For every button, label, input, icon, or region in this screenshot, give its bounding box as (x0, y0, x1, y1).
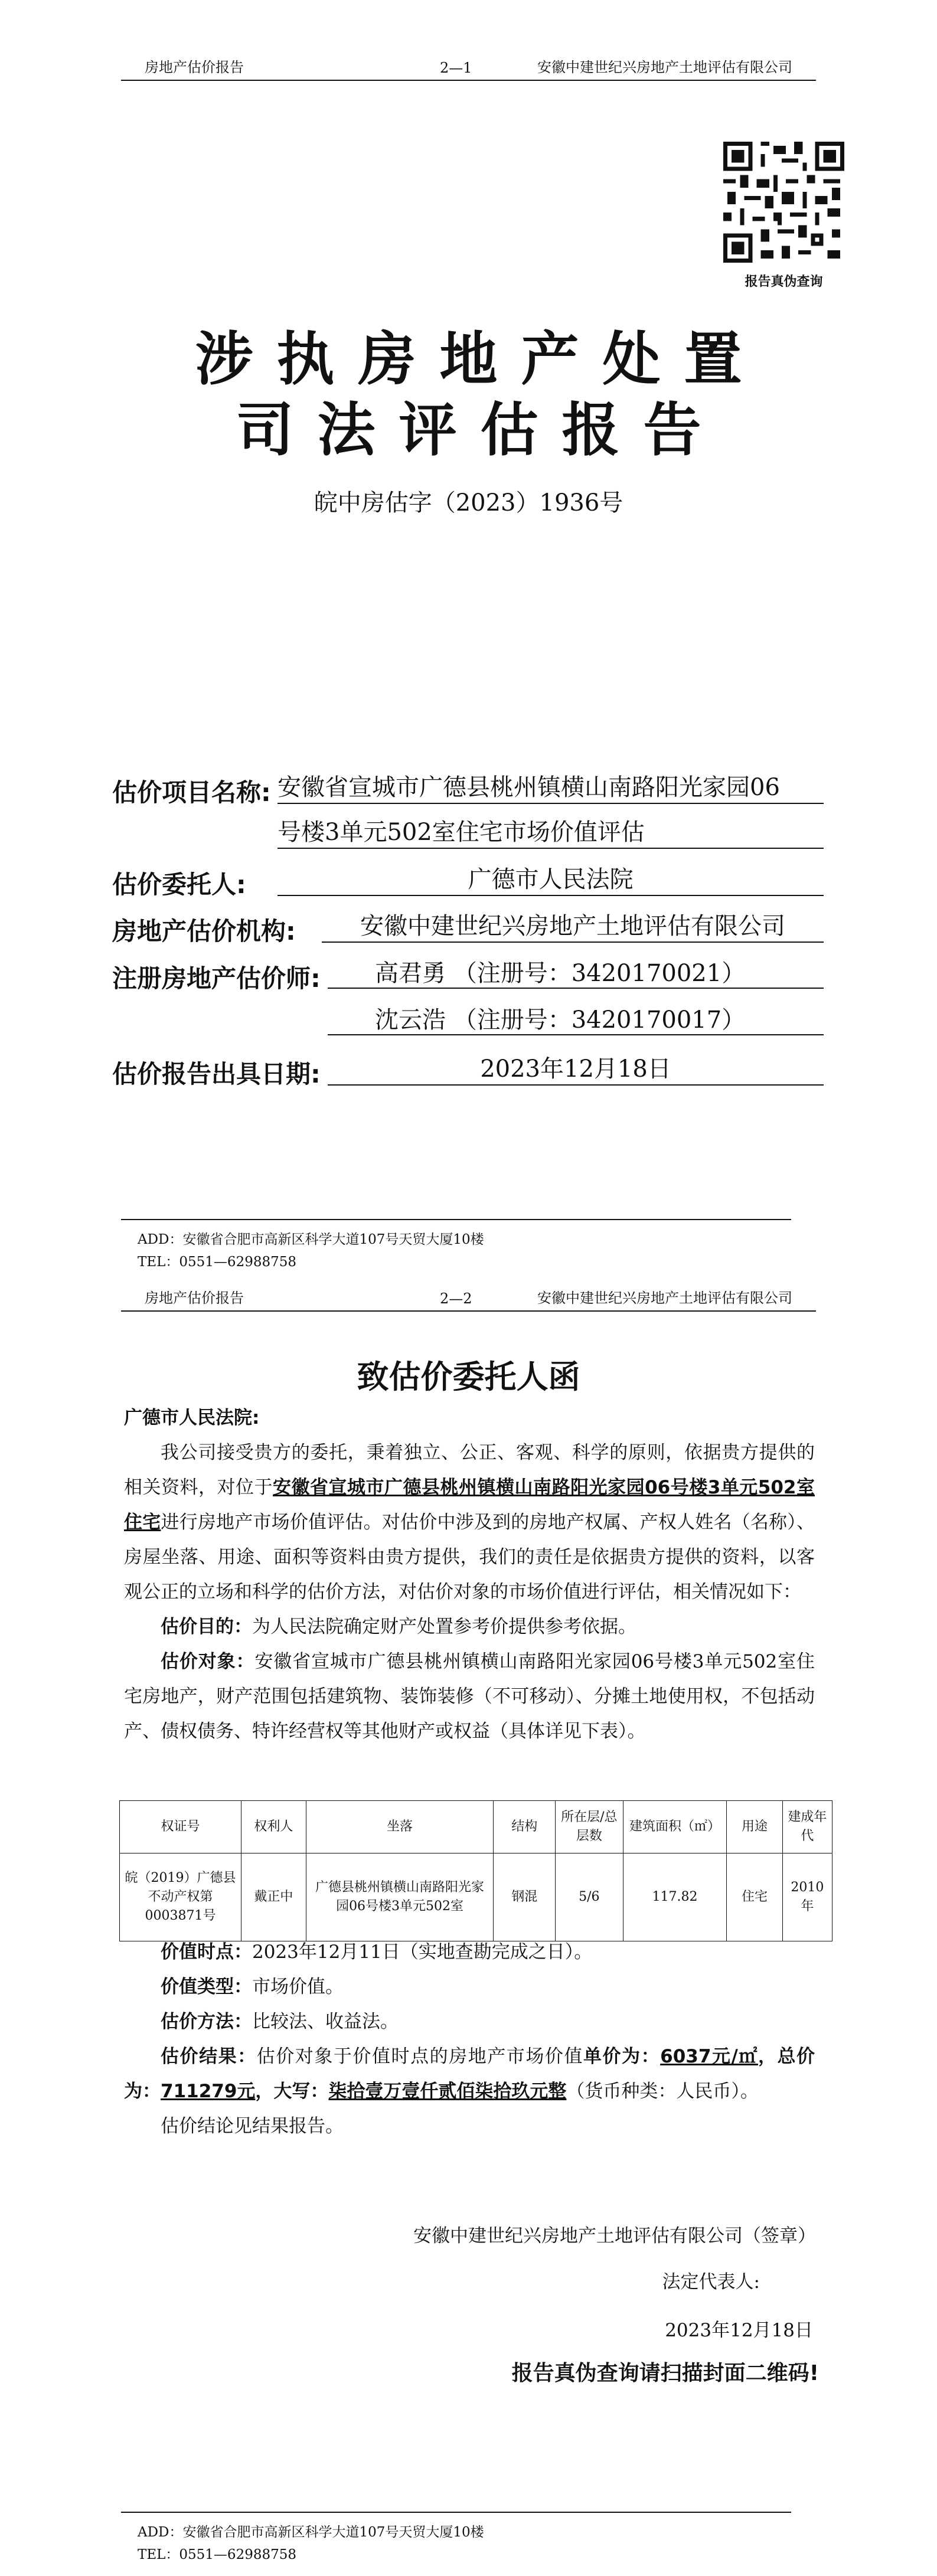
intro-paragraph (124, 1436, 815, 1610)
sign-company: 安徽中建世纪兴房地产土地评估有限公司（签章） (413, 2225, 816, 2247)
table-header: 权利人 (241, 1801, 306, 1853)
purpose-label: 估价目的： (161, 1616, 252, 1637)
table-cell: 住宅 (727, 1853, 782, 1941)
object-text: 安徽省宣城市广德县桃州镇横山南路阳光家园06号楼3单元502室住宅房地产，财产范围包括建筑物、装饰装修（不可移动）、分摊土地使用权，不包括动产、债权债务、特许经营权等其他财产或权益（具体详见下表）。 (124, 1651, 815, 1742)
value-type-label: 价值类型： (161, 1976, 252, 1998)
header-page-number: 2—1 (440, 60, 472, 76)
property-table (119, 1800, 832, 1941)
appraiser-1: 高君勇 （注册号：3420170021） (328, 958, 824, 989)
purpose-paragraph (124, 1610, 815, 1645)
table-header: 建筑面积（㎡） (623, 1801, 727, 1853)
project-label: 估价项目名称: (112, 778, 271, 807)
project-line1: 安徽省宣城市广德县桃州镇横山南路阳光家园06 (277, 772, 824, 804)
value-type-paragraph (124, 1970, 815, 2005)
table-cell: 2010年 (782, 1853, 832, 1941)
header-left: 房地产估价报告 (145, 59, 244, 76)
unit-price-label: 单价为： (583, 2046, 661, 2067)
intro-property: 安徽省宣城市广德县桃州镇横山南路阳光家园06号楼3单元502室住宅 (124, 1477, 815, 1533)
page-footer-2 (121, 2512, 791, 2566)
issue-date-row (112, 1055, 321, 1090)
cover-page (0, 0, 937, 1284)
table-cell: 戴正中 (241, 1853, 306, 1941)
result-paragraph (124, 2039, 815, 2109)
appraiser-row (112, 959, 321, 995)
result-text: 估价对象于价值时点的房地产市场价值 (256, 2046, 583, 2067)
value-type-text: 市场价值。 (252, 1976, 344, 1998)
table-cell: 117.82 (623, 1853, 727, 1941)
letter-title: 致估价委托人函 (357, 1358, 580, 1395)
project-line2: 号楼3单元502室住宅市场价值评估 (277, 817, 824, 849)
agency-label: 房地产估价机构: (112, 917, 296, 946)
object-label: 估价对象： (161, 1651, 255, 1672)
table-header: 坐落 (306, 1801, 494, 1853)
purpose-text: 为人民法院确定财产处置参考价提供参考依据。 (252, 1616, 636, 1637)
total-price-label: ，总价为： (124, 2046, 815, 2102)
letter-body-top (124, 1401, 815, 1749)
agency-row (112, 912, 296, 947)
report-title-line1: 涉执房地产处置 (195, 325, 766, 393)
method-text: 比较法、收益法。 (252, 2011, 399, 2032)
total-price-value: 711279元 (161, 2081, 256, 2102)
footer-tel: TEL：0551—62988758 (138, 1254, 297, 1270)
value-time-paragraph (124, 1935, 815, 1970)
page-header-2 (121, 1287, 816, 1312)
appraiser-2: 沈云浩 （注册号：3420170017） (328, 1005, 824, 1035)
issue-date-value: 2023年12月18日 (328, 1054, 824, 1086)
letter-body-bottom (124, 1935, 815, 2144)
page-header (121, 56, 816, 81)
unit-price-value: 6037元/㎡ (660, 2046, 758, 2067)
client-value: 广德市人民法院 (277, 864, 824, 896)
report-title-line2: 司法评估报告 (236, 396, 725, 464)
client-label: 估价委托人: (112, 870, 246, 899)
footer-tel-2: TEL：0551—62988758 (138, 2547, 297, 2562)
project-name-row (112, 773, 271, 809)
footer-address: ADD：安徽省合肥市高新区科学大道107号天贸大厦10楼 (138, 1232, 484, 1247)
table-cell: 皖（2019）广德县不动产权第0003871号 (120, 1853, 241, 1941)
qr-caption: 报告真伪查询 (745, 274, 823, 289)
issue-date-label: 估价报告出具日期: (112, 1060, 321, 1088)
header-company-2: 安徽中建世纪兴房地产土地评估有限公司 (537, 1290, 792, 1306)
table-header: 所在层/总层数 (555, 1801, 623, 1853)
sign-representative: 法定代表人: (662, 2271, 760, 2293)
client-row (112, 865, 246, 901)
agency-value: 安徽中建世纪兴房地产土地评估有限公司 (322, 911, 824, 943)
conclusion-paragraph: 估价结论见结果报告。 (161, 2116, 344, 2137)
table-header: 用途 (727, 1801, 782, 1853)
table-cell: 广德县桃州镇横山南路阳光家园06号楼3单元502室 (306, 1853, 494, 1941)
document-number: 皖中房估字（2023）1936号 (314, 489, 623, 516)
caps-value: 柒拾壹万壹仟贰佰柒拾玖元整 (328, 2081, 567, 2102)
sign-date: 2023年12月18日 (665, 2320, 813, 2341)
table-header: 结构 (494, 1801, 556, 1853)
table-header: 建成年代 (782, 1801, 832, 1853)
value-time-label: 价值时点： (161, 1941, 252, 1963)
intro-a: 我公司接受贵方的委托，秉着独立、公正、客观、科学的原则，依据贵方提供的相关资料，对位于 (124, 1442, 815, 1498)
page-footer (121, 1219, 791, 1273)
salutation: 广德市人民法院: (124, 1407, 260, 1428)
header-left-2: 房地产估价报告 (145, 1290, 244, 1306)
table-cell: 5/6 (555, 1853, 623, 1941)
intro-b: 进行房地产市场价值评估。对估价中涉及到的房地产权属、产权人姓名（名称）、房屋坐落、用途、面积等资料由贵方提供，我们的责任是依据贵方提供的资料，以客观公正的立场和科学的估价方法，对估价对象的市场价值进行评估，相关情况如下： (124, 1512, 815, 1603)
caps-label: ，大写： (255, 2081, 329, 2102)
method-label: 估价方法： (161, 2011, 252, 2032)
header-company: 安徽中建世纪兴房地产土地评估有限公司 (537, 59, 792, 76)
table-header: 权证号 (120, 1801, 241, 1853)
currency-note: （货币种类：人民币）。 (566, 2081, 759, 2102)
appraiser-label: 注册房地产估价师: (112, 964, 321, 993)
header-page-number-2: 2—2 (440, 1290, 472, 1307)
object-paragraph (124, 1645, 815, 1749)
footer-address-2: ADD：安徽省合肥市高新区科学大道107号天贸大厦10楼 (138, 2525, 484, 2540)
qr-code-icon[interactable] (723, 142, 844, 263)
verify-note: 报告真伪查询请扫描封面二维码! (511, 2361, 819, 2385)
value-time-text: 2023年12月11日（实地查勘完成之日）。 (252, 1941, 593, 1963)
table-cell: 钢混 (494, 1853, 556, 1941)
method-paragraph (124, 2005, 815, 2039)
table-header-row (120, 1801, 832, 1853)
result-label: 估价结果： (161, 2046, 257, 2067)
table-row (120, 1853, 832, 1941)
